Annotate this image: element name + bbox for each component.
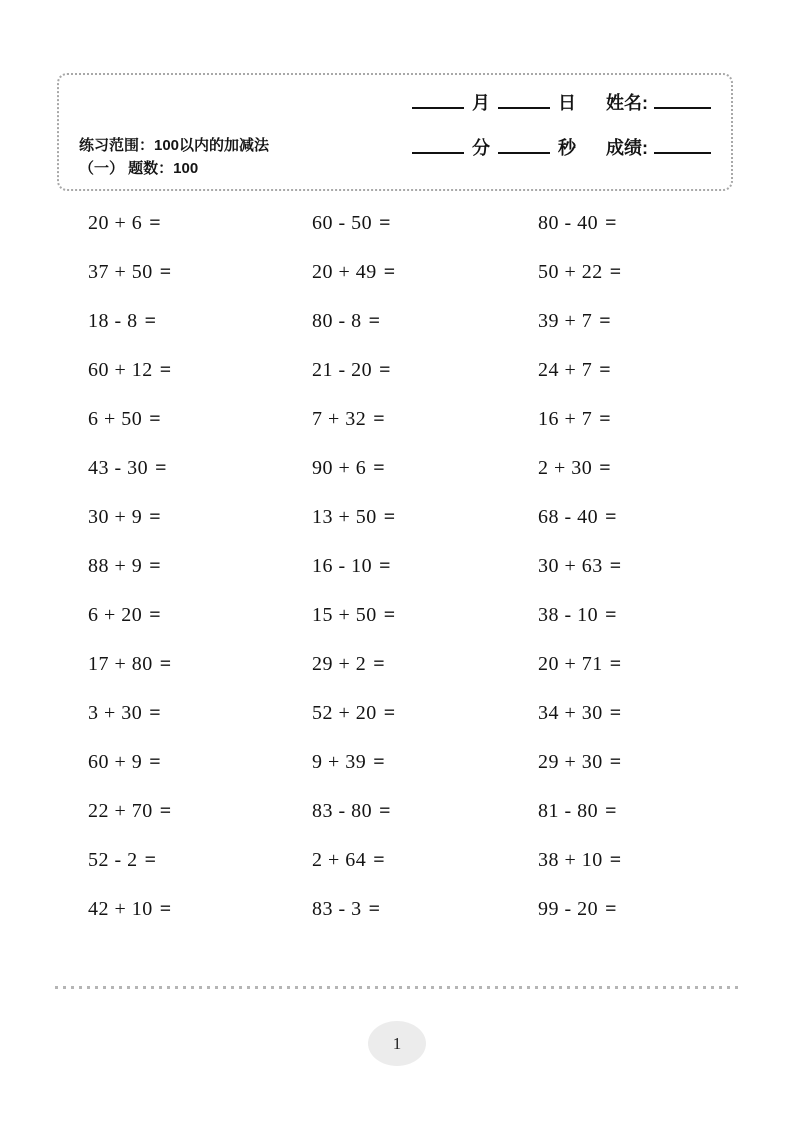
date-name-row bbox=[412, 91, 711, 115]
equals-sign: = bbox=[155, 457, 167, 479]
problem-expression: 52 - 2 bbox=[88, 849, 138, 871]
equals-sign: = bbox=[605, 212, 617, 234]
equals-sign: = bbox=[605, 506, 617, 528]
name-blank-line bbox=[654, 107, 711, 109]
problem-cell bbox=[312, 689, 538, 738]
problem-cell bbox=[88, 640, 312, 689]
equals-sign: = bbox=[599, 457, 611, 479]
problem-cell bbox=[538, 787, 621, 836]
problem-cell bbox=[88, 591, 312, 640]
problem-cell bbox=[538, 493, 621, 542]
problem-cell bbox=[538, 395, 621, 444]
problem-cell bbox=[538, 199, 621, 248]
equals-sign: = bbox=[383, 506, 396, 528]
equals-sign: = bbox=[609, 555, 622, 577]
equals-sign: = bbox=[379, 359, 391, 381]
equals-sign: = bbox=[379, 212, 391, 234]
problem-expression: 37 + 50 bbox=[88, 261, 153, 283]
equals-sign: = bbox=[609, 261, 622, 283]
problem-expression: 80 - 40 bbox=[538, 212, 599, 234]
problem-expression: 15 + 50 bbox=[312, 604, 377, 626]
problem-expression: 88 + 9 bbox=[88, 555, 143, 577]
problem-cell bbox=[538, 738, 621, 787]
equals-sign: = bbox=[159, 800, 172, 822]
problem-cell bbox=[88, 738, 312, 787]
problem-cell bbox=[538, 346, 621, 395]
problem-cell bbox=[538, 444, 621, 493]
score-label: 成绩: bbox=[606, 138, 648, 158]
problem-cell bbox=[88, 689, 312, 738]
problem-expression: 20 + 6 bbox=[88, 212, 143, 234]
equals-sign: = bbox=[368, 898, 381, 920]
problem-expression: 3 + 30 bbox=[88, 702, 143, 724]
problem-expression: 18 - 8 bbox=[88, 310, 138, 332]
equals-sign: = bbox=[159, 898, 172, 920]
question-count-label: （一） 题数：100 bbox=[79, 159, 199, 177]
problem-expression: 90 + 6 bbox=[312, 457, 367, 479]
problem-cell bbox=[312, 787, 538, 836]
problem-cell bbox=[88, 444, 312, 493]
equals-sign: = bbox=[609, 702, 622, 724]
problem-expression: 50 + 22 bbox=[538, 261, 603, 283]
problem-expression: 38 - 10 bbox=[538, 604, 599, 626]
problem-expression: 83 - 80 bbox=[312, 800, 373, 822]
equals-sign: = bbox=[149, 751, 161, 773]
problem-cell bbox=[312, 248, 538, 297]
equals-sign: = bbox=[599, 359, 611, 381]
practice-range-label: 练习范围：100以内的加减法 bbox=[79, 137, 270, 154]
header-fill-in-fields bbox=[412, 91, 711, 160]
equals-sign: = bbox=[368, 310, 381, 332]
equals-sign: = bbox=[149, 506, 161, 528]
equals-sign: = bbox=[379, 800, 391, 822]
equals-sign: = bbox=[383, 604, 396, 626]
equals-sign: = bbox=[159, 261, 172, 283]
problem-expression: 6 + 50 bbox=[88, 408, 143, 430]
problem-expression: 6 + 20 bbox=[88, 604, 143, 626]
day-label: 日 bbox=[558, 93, 576, 113]
problem-expression: 83 - 3 bbox=[312, 898, 362, 920]
problem-cell bbox=[312, 738, 538, 787]
minute-label: 分 bbox=[472, 138, 490, 158]
footer-dotted-separator bbox=[55, 986, 741, 989]
equals-sign: = bbox=[373, 653, 385, 675]
equals-sign: = bbox=[605, 898, 617, 920]
problem-cell bbox=[538, 591, 621, 640]
equals-sign: = bbox=[599, 408, 611, 430]
problem-expression: 60 + 9 bbox=[88, 751, 143, 773]
problem-cell bbox=[88, 542, 312, 591]
problem-expression: 9 + 39 bbox=[312, 751, 367, 773]
problem-cell bbox=[312, 493, 538, 542]
equals-sign: = bbox=[609, 751, 622, 773]
problem-cell bbox=[538, 542, 621, 591]
problem-expression: 2 + 64 bbox=[312, 849, 367, 871]
equals-sign: = bbox=[144, 849, 157, 871]
problem-cell bbox=[88, 199, 312, 248]
equals-sign: = bbox=[609, 653, 622, 675]
problem-expression: 30 + 9 bbox=[88, 506, 143, 528]
problem-cell bbox=[538, 885, 621, 934]
equals-sign: = bbox=[379, 555, 391, 577]
problem-expression: 29 + 30 bbox=[538, 751, 603, 773]
problem-cell bbox=[312, 836, 538, 885]
problem-expression: 60 + 12 bbox=[88, 359, 153, 381]
problem-expression: 52 + 20 bbox=[312, 702, 377, 724]
equals-sign: = bbox=[159, 653, 172, 675]
problem-cell bbox=[88, 297, 312, 346]
problem-cell bbox=[88, 885, 312, 934]
score-blank-line bbox=[654, 152, 711, 154]
problem-expression: 21 - 20 bbox=[312, 359, 373, 381]
problem-cell bbox=[88, 346, 312, 395]
equals-sign: = bbox=[149, 408, 161, 430]
problem-expression: 43 - 30 bbox=[88, 457, 149, 479]
problem-expression: 7 + 32 bbox=[312, 408, 367, 430]
name-label: 姓名: bbox=[606, 93, 648, 113]
problem-expression: 2 + 30 bbox=[538, 457, 593, 479]
problem-cell bbox=[88, 248, 312, 297]
equals-sign: = bbox=[149, 702, 161, 724]
problem-cell bbox=[88, 836, 312, 885]
problem-expression: 24 + 7 bbox=[538, 359, 593, 381]
equals-sign: = bbox=[373, 849, 385, 871]
problem-expression: 34 + 30 bbox=[538, 702, 603, 724]
problem-expression: 68 - 40 bbox=[538, 506, 599, 528]
problem-cell bbox=[312, 346, 538, 395]
problem-cell bbox=[88, 395, 312, 444]
problem-cell bbox=[312, 591, 538, 640]
problem-expression: 22 + 70 bbox=[88, 800, 153, 822]
problem-expression: 39 + 7 bbox=[538, 310, 593, 332]
equals-sign: = bbox=[605, 800, 617, 822]
second-label: 秒 bbox=[558, 138, 576, 158]
problem-cell bbox=[88, 493, 312, 542]
problem-cell bbox=[312, 542, 538, 591]
equals-sign: = bbox=[373, 457, 385, 479]
problem-expression: 17 + 80 bbox=[88, 653, 153, 675]
page-number-badge bbox=[368, 1021, 426, 1066]
problem-expression: 16 - 10 bbox=[312, 555, 373, 577]
problem-expression: 42 + 10 bbox=[88, 898, 153, 920]
equals-sign: = bbox=[383, 702, 396, 724]
problem-expression: 13 + 50 bbox=[312, 506, 377, 528]
problem-cell bbox=[312, 885, 538, 934]
header-box bbox=[57, 73, 733, 191]
equals-sign: = bbox=[373, 408, 385, 430]
problems-grid bbox=[88, 199, 621, 934]
equals-sign: = bbox=[149, 604, 161, 626]
equals-sign: = bbox=[159, 359, 172, 381]
problem-cell bbox=[538, 640, 621, 689]
problem-expression: 20 + 71 bbox=[538, 653, 603, 675]
month-label: 月 bbox=[472, 93, 490, 113]
time-score-row bbox=[412, 136, 711, 160]
minute-blank-line bbox=[412, 152, 464, 154]
equals-sign: = bbox=[609, 849, 622, 871]
problem-cell bbox=[538, 689, 621, 738]
problem-cell bbox=[312, 640, 538, 689]
problem-expression: 16 + 7 bbox=[538, 408, 593, 430]
problem-cell bbox=[312, 297, 538, 346]
problem-expression: 29 + 2 bbox=[312, 653, 367, 675]
problem-expression: 38 + 10 bbox=[538, 849, 603, 871]
equals-sign: = bbox=[599, 310, 611, 332]
problem-cell bbox=[538, 297, 621, 346]
second-blank-line bbox=[498, 152, 550, 154]
equals-sign: = bbox=[373, 751, 385, 773]
worksheet-info bbox=[79, 135, 269, 180]
problem-cell bbox=[538, 836, 621, 885]
problem-expression: 99 - 20 bbox=[538, 898, 599, 920]
equals-sign: = bbox=[149, 212, 161, 234]
problem-cell bbox=[88, 787, 312, 836]
problem-expression: 60 - 50 bbox=[312, 212, 373, 234]
problem-cell bbox=[312, 199, 538, 248]
page-number: 1 bbox=[392, 1033, 402, 1053]
problem-expression: 80 - 8 bbox=[312, 310, 362, 332]
problem-cell bbox=[538, 248, 621, 297]
equals-sign: = bbox=[605, 604, 617, 626]
problem-cell bbox=[312, 444, 538, 493]
problem-cell bbox=[312, 395, 538, 444]
equals-sign: = bbox=[383, 261, 396, 283]
equals-sign: = bbox=[149, 555, 161, 577]
equals-sign: = bbox=[144, 310, 157, 332]
problem-expression: 20 + 49 bbox=[312, 261, 377, 283]
problem-expression: 30 + 63 bbox=[538, 555, 603, 577]
month-blank-line bbox=[412, 107, 464, 109]
problem-expression: 81 - 80 bbox=[538, 800, 599, 822]
day-blank-line bbox=[498, 107, 550, 109]
